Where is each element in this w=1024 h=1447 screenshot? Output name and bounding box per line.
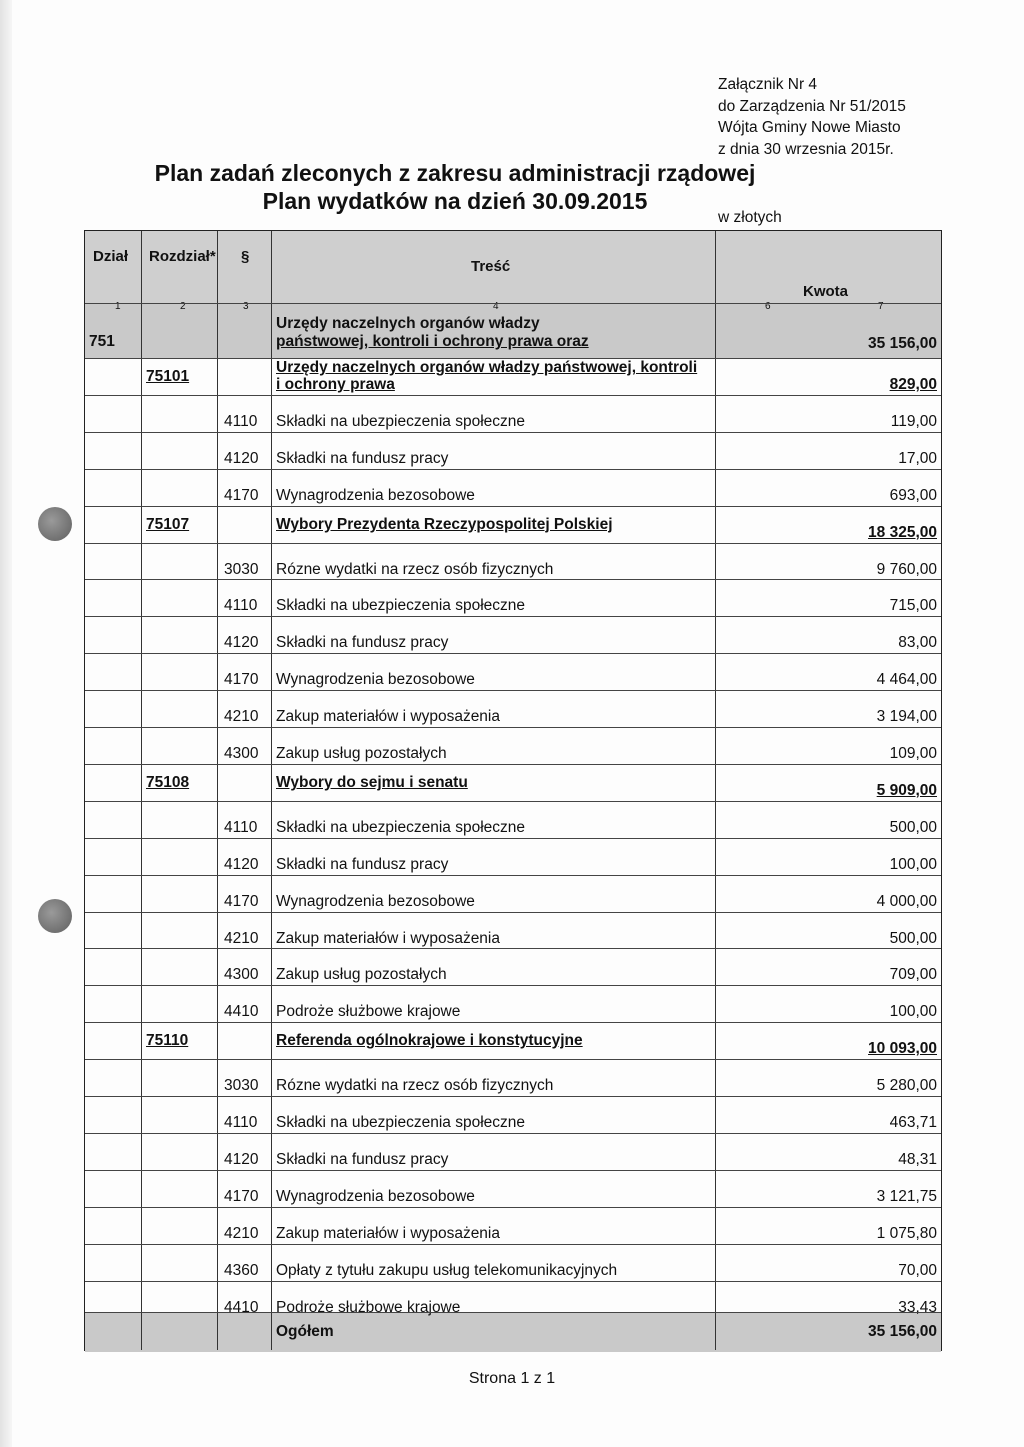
row-divider: [85, 1170, 941, 1171]
rozdzial-name: Wybory Prezydenta Rzeczypospolitej Polskiej: [276, 515, 613, 533]
item-name: Zakup usług pozostałych: [276, 966, 447, 984]
paragraf-code: 4110: [224, 597, 258, 615]
punch-hole: [38, 899, 72, 933]
item-amount: 500,00: [889, 929, 937, 947]
item-amount: 3 194,00: [876, 708, 937, 726]
rozdzial-code: 75108: [146, 773, 190, 791]
rozdzial-name: Wybory do sejmu i senatu: [276, 773, 468, 791]
item-name: Składki na fundusz pracy: [276, 1150, 449, 1168]
row-divider: [85, 727, 941, 728]
paragraf-code: 4300: [224, 745, 259, 762]
item-name: Podroże służbowe krajowe: [276, 1003, 461, 1021]
item-name: Wynagrodzenia bezosobowe: [276, 671, 475, 689]
paragraf-code: 3030: [224, 1077, 259, 1095]
row-divider: [85, 985, 941, 986]
row-divider: [85, 432, 941, 433]
rozdzial-amount: 5 909,00: [876, 781, 937, 799]
item-amount: 119,00: [890, 412, 937, 430]
item-amount: 463,71: [889, 1114, 937, 1131]
expense-table: [84, 230, 942, 1351]
column-divider: [217, 231, 218, 1350]
paragraf-code: 4300: [224, 966, 259, 984]
rozdzial-code: 75101: [146, 368, 190, 385]
header-kwota: Kwota: [803, 283, 848, 300]
row-divider: [85, 912, 941, 913]
paragraf-code: 4170: [224, 671, 259, 689]
annex-line: Wójta Gminy Nowe Miasto: [718, 119, 901, 136]
row-divider: [85, 1312, 941, 1313]
row-divider: [85, 1096, 941, 1097]
item-amount: 3 121,75: [876, 1187, 937, 1205]
paragraf-code: 4360: [224, 1261, 259, 1279]
row-divider: [85, 1244, 941, 1245]
column-divider: [271, 231, 272, 1350]
paragraf-code: 4210: [224, 929, 259, 947]
row-divider: [85, 948, 941, 949]
paragraf-code: 4120: [224, 634, 259, 652]
header-tresc: Treść: [471, 258, 511, 275]
annex-line: do Zarządzenia Nr 51/2015: [718, 97, 906, 115]
row-divider: [85, 801, 941, 802]
item-amount: 500,00: [889, 818, 937, 836]
item-name: Składki na ubezpieczenia społeczne: [276, 597, 526, 615]
item-amount: 5 280,00: [876, 1077, 937, 1095]
row-divider: [85, 690, 941, 691]
row-divider: [85, 1207, 941, 1208]
item-amount: 83,00: [898, 634, 937, 652]
row-divider: [85, 764, 941, 765]
rozdzial-name: i ochrony prawa: [276, 376, 395, 393]
row-divider: [85, 1059, 941, 1060]
row-divider: [85, 1133, 941, 1134]
row-divider: [85, 395, 941, 396]
section-name: państwowej, kontroli i ochrony prawa oraz: [276, 333, 589, 350]
item-name: Składki na fundusz pracy: [276, 634, 449, 652]
annex-note: [718, 74, 906, 160]
rozdzial-code: 75110: [146, 1032, 189, 1050]
item-amount: 1 075,80: [876, 1224, 937, 1242]
page-title: Plan zadań zleconych z zakresu administracji rządowej: [154, 160, 756, 186]
row-divider: [85, 653, 941, 654]
row-divider: [85, 543, 941, 544]
item-amount: 4 000,00: [876, 892, 937, 910]
item-name: Podroże służbowe krajowe: [276, 1298, 461, 1316]
paragraf-code: 3030: [224, 560, 259, 578]
row-divider: [85, 875, 941, 876]
item-name: Składki na ubezpieczenia społeczne: [276, 412, 526, 430]
header-divider: [85, 303, 941, 304]
rozdzial-amount: 829,00: [889, 376, 937, 393]
item-name: Składki na fundusz pracy: [276, 449, 449, 467]
column-divider: [715, 231, 716, 1350]
rozdzial-name: Urzędy naczelnych organów władzy państwowej, kontroli: [276, 359, 698, 376]
row-divider: [85, 579, 941, 580]
rozdzial-amount: 10 093,00: [868, 1040, 937, 1058]
paragraf-code: 4170: [224, 486, 259, 504]
page-subtitle: Plan wydatków na dzień 30.09.2015: [262, 188, 648, 214]
header-rozdzial: Rozdział*: [149, 248, 216, 265]
item-amount: 17,00: [898, 449, 937, 467]
item-amount: 33,43: [898, 1298, 937, 1316]
rozdzial-amount: 18 325,00: [868, 523, 937, 541]
item-name: Opłaty z tytułu zakupu usług telekomunikacyjnych: [276, 1261, 618, 1279]
item-amount: 109,00: [889, 745, 937, 762]
row-divider: [85, 838, 941, 839]
paragraf-code: 4120: [224, 855, 259, 873]
units-note: w złotych: [718, 209, 782, 226]
section-amount: 35 156,00: [868, 335, 937, 352]
item-name: Zakup materiałów i wyposażenia: [276, 929, 500, 947]
total-shade: [85, 1312, 941, 1352]
column-number: 3: [243, 301, 249, 312]
item-name: Zakup usług pozostałych: [276, 745, 447, 762]
item-amount: 100,00: [889, 855, 937, 873]
rozdzial-code: 75107: [146, 515, 190, 533]
item-name: Wynagrodzenia bezosobowe: [276, 892, 475, 910]
item-name: Rózne wydatki na rzecz osób fizycznych: [276, 560, 554, 578]
column-divider: [141, 231, 142, 1350]
paragraf-code: 4120: [224, 1150, 259, 1168]
row-divider: [85, 1281, 941, 1282]
paragraf-code: 4110: [224, 1114, 258, 1131]
row-divider: [85, 506, 941, 507]
item-amount: 693,00: [889, 486, 937, 504]
row-divider: [85, 616, 941, 617]
paragraf-code: 4210: [224, 708, 259, 726]
annex-line: Załącznik Nr 4: [718, 76, 818, 93]
paragraf-code: 4210: [224, 1224, 259, 1242]
header-dzial: Dział: [93, 248, 129, 265]
annex-line: z dnia 30 wrzesnia 2015r.: [718, 140, 894, 158]
paragraf-code: 4410: [224, 1298, 259, 1316]
item-name: Rózne wydatki na rzecz osób fizycznych: [276, 1077, 554, 1095]
column-number: 2: [180, 301, 186, 312]
section-name: Urzędy naczelnych organów władzy: [276, 315, 540, 332]
item-amount: 709,00: [889, 966, 937, 984]
item-name: Wynagrodzenia bezosobowe: [276, 486, 475, 504]
scan-edge: [0, 0, 12, 1447]
punch-hole: [38, 507, 72, 541]
section-dzial: 751: [89, 333, 115, 350]
total-amount: 35 156,00: [868, 1323, 937, 1340]
paragraf-code: 4170: [224, 892, 259, 910]
item-amount: 48,31: [898, 1150, 937, 1168]
item-amount: 70,00: [898, 1261, 937, 1279]
row-divider: [85, 469, 941, 470]
item-amount: 9 760,00: [876, 560, 937, 578]
column-number: 4: [493, 301, 499, 312]
item-name: Zakup materiałów i wyposażenia: [276, 708, 500, 726]
item-name: Składki na ubezpieczenia społeczne: [276, 1114, 526, 1131]
paragraf-code: 4120: [224, 449, 259, 467]
rozdzial-name: Referenda ogólnokrajowe i konstytucyjne: [276, 1032, 583, 1050]
paragraf-code: 4170: [224, 1187, 259, 1205]
total-label: Ogółem: [276, 1323, 334, 1340]
item-name: Składki na fundusz pracy: [276, 855, 449, 873]
item-name: Wynagrodzenia bezosobowe: [276, 1187, 475, 1205]
row-divider: [85, 1022, 941, 1023]
item-name: Zakup materiałów i wyposażenia: [276, 1224, 500, 1242]
item-amount: 715,00: [889, 597, 937, 615]
paragraf-code: 4110: [224, 818, 258, 836]
item-name: Składki na ubezpieczenia społeczne: [276, 818, 526, 836]
column-number: 7: [878, 301, 884, 312]
header-paragraf: §: [241, 248, 250, 265]
page-footer: Strona 1 z 1: [468, 1370, 556, 1387]
item-amount: 100,00: [889, 1003, 937, 1021]
column-number: 1: [115, 301, 121, 312]
paragraf-code: 4110: [224, 412, 258, 430]
column-number: 6: [765, 301, 771, 312]
item-amount: 4 464,00: [876, 671, 937, 689]
paragraf-code: 4410: [224, 1003, 259, 1021]
